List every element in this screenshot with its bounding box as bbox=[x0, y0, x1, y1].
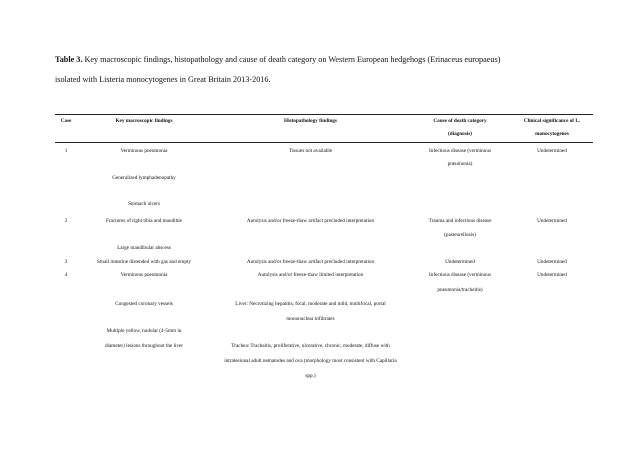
header-histopathology: Histopathology findings bbox=[284, 118, 337, 124]
row-2-histopathology-1: Autolysis and/or freeze-thaw artifact precluded interpretation bbox=[246, 218, 375, 224]
row-2-cause-1: Trauma and infectious disease bbox=[428, 218, 492, 224]
row-3-macroscopic-1: Small intestine distended with gas and empty bbox=[97, 259, 191, 265]
row-4-histopathology-1: Autolysis and/or freeze-thaw limited interpretation bbox=[257, 272, 364, 278]
row-2-macroscopic-2: Large mandibular abscess bbox=[117, 245, 171, 251]
header-cause-line-2: (diagnosis) bbox=[448, 131, 472, 137]
row-2-case: 2 bbox=[64, 218, 68, 224]
row-1-macroscopic-2: Generalized lymphadenopathy bbox=[112, 175, 176, 181]
row-2-cause-2: (pasteurellosis) bbox=[444, 232, 476, 238]
row-3-histopathology-1: Autolysis and/or freeze-thaw artifact precluded interpretation bbox=[246, 259, 375, 265]
row-4-histopathology-5: intralesional adult nematodes and ova (morphology most consistent with Capillaria bbox=[224, 358, 397, 364]
row-4-case: 4 bbox=[64, 272, 68, 278]
row-1-histopathology-1: Tissues not available bbox=[288, 148, 333, 154]
row-4-macroscopic-1: Verminous pneumonia bbox=[120, 272, 168, 278]
row-4-cause-1: Infectious disease (verminous bbox=[429, 272, 491, 278]
table-label: Table 3. bbox=[55, 55, 83, 64]
table-top-rule bbox=[55, 114, 593, 115]
row-1-cause-2: pneumonia) bbox=[447, 161, 473, 167]
header-case: Case bbox=[60, 118, 72, 124]
row-1-macroscopic-3: Stomach ulcers bbox=[128, 201, 160, 207]
row-3-cause-1: Undetermined bbox=[445, 259, 475, 265]
header-clinical-line-2: monocytogenes bbox=[535, 131, 569, 137]
row-3-case: 3 bbox=[64, 259, 68, 265]
row-4-histopathology-3: mononuclear infiltrates bbox=[286, 316, 335, 322]
row-2-clinical: Undetermined bbox=[537, 218, 567, 224]
header-cause-line-1: Cause of death category bbox=[433, 118, 487, 124]
row-1-case: 1 bbox=[64, 148, 68, 154]
table-caption-line-1 bbox=[55, 56, 595, 64]
row-4-clinical: Undetermined bbox=[537, 272, 567, 278]
table-caption-text: Key macroscopic findings, histopathology and cause of death category on Western European hedgehogs (Erinaceus europaeus) bbox=[82, 55, 501, 64]
row-4-macroscopic-2: Congested coronary vessels bbox=[115, 301, 173, 307]
row-2-macroscopic-1: Fractures of right tibia and mandible bbox=[106, 218, 182, 224]
row-4-cause-2: pneumonia/tracheitis) bbox=[437, 287, 483, 293]
row-1-cause-1: Infectious disease (verminous bbox=[429, 148, 491, 154]
table-caption-line-2: isolated with Listeria monocytogenes in Great Britain 2013-2016. bbox=[55, 75, 271, 84]
row-4-histopathology-2: Liver: Necrotizing hepatitis, focal, moderate and mild, multifocal, portal bbox=[235, 301, 386, 307]
row-1-macroscopic-1: Verminous pneumonia bbox=[120, 148, 168, 154]
header-clinical-line-1: Clinical significance of L. bbox=[523, 118, 581, 124]
header-macroscopic: Key macroscopic findings bbox=[115, 118, 173, 124]
row-4-macroscopic-3: Multiple yellow, nodular (4-5mm in bbox=[106, 328, 182, 334]
table-header-rule bbox=[55, 142, 593, 143]
row-4-histopathology-4: Trachea: Tracheitis, proliferative, ulcerative, chronic, moderate, diffuse with bbox=[231, 343, 390, 349]
row-3-clinical: Undetermined bbox=[537, 259, 567, 265]
row-1-clinical: Undetermined bbox=[537, 148, 567, 154]
row-4-macroscopic-4: diameter) lesions throughout the liver bbox=[104, 343, 184, 349]
row-4-histopathology-6: spp.) bbox=[305, 373, 316, 379]
